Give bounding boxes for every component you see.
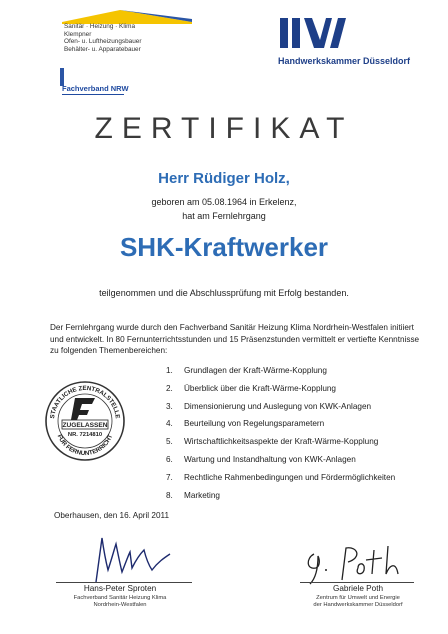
signatory-name: Gabriele Poth <box>332 584 384 593</box>
signature-sproten-icon <box>90 532 180 584</box>
topic-text: Wartung und Instandhaltung von KWK-Anlagen <box>184 454 356 464</box>
topic-number: 2. <box>166 383 173 393</box>
topic-number: 5. <box>166 437 173 447</box>
list-item <box>166 365 426 383</box>
logo-verband-name: Fachverband NRW <box>62 84 129 93</box>
topic-number: 7. <box>166 472 173 482</box>
topic-number: 4. <box>166 419 173 429</box>
topic-number: 3. <box>166 401 173 411</box>
signatory-role-line: Zentrum für Umwelt und Energie <box>316 595 400 601</box>
list-item <box>166 454 426 472</box>
stamp-number: NR. 7214810 <box>67 432 103 438</box>
birth-line: geboren am 05.08.1964 in Erkelenz, <box>151 197 297 207</box>
course-intro-line: hat am Fernlehrgang <box>182 211 266 221</box>
logo-line: Sanitär · Heizung · Klima <box>64 23 136 30</box>
topic-number: 1. <box>166 366 173 375</box>
hwk-name: Handwerkskammer Düsseldorf <box>278 56 411 66</box>
list-item <box>166 436 426 454</box>
place-date: Oberhausen, den 16. April 2011 <box>54 511 170 520</box>
signatory-role <box>40 595 200 609</box>
signatory-role-line: der Handwerkskammer Düsseldorf <box>313 602 403 608</box>
signatory-role <box>288 595 428 609</box>
topic-text: Wirtschaftlichkeitsaspekte der Kraft-Wärme-Kopplung <box>184 437 379 447</box>
signature-line <box>300 582 414 583</box>
recipient-name: Herr Rüdiger Holz, <box>158 170 290 187</box>
list-item <box>166 490 426 508</box>
signatory-role-line: Nordrhein-Westfalen <box>93 602 147 608</box>
hwk-logo <box>268 16 428 76</box>
list-item <box>166 472 426 490</box>
list-item <box>166 401 426 419</box>
topic-text: Überblick über die Kraft-Wärme-Kopplung <box>184 383 336 393</box>
stamp-bottom-text: FÜR FERNUNTERRICHT <box>55 433 115 458</box>
certificate-title: ZERTIFIKAT <box>94 112 354 145</box>
course-name: SHK-Kraftwerker <box>119 232 329 262</box>
topic-text: Marketing <box>184 490 220 500</box>
list-item <box>166 418 426 436</box>
topic-text: Dimensionierung und Auslegung von KWK-Anlagen <box>184 401 372 411</box>
topic-text: Beurteilung von Regelungsparametern <box>184 419 325 429</box>
logo-line: Ofen- u. Luftheizungsbauer <box>64 38 142 46</box>
logo-line: Klempner <box>64 30 92 38</box>
logo-underline <box>62 94 124 95</box>
signatory-name: Hans-Peter Sproten <box>83 584 157 593</box>
course-description: Der Fernlehrgang wurde durch den Fachverband Sanitär Heizung Klima Nordrhein-Westfalen initiiert und entwickelt. In 80 Fernunterrichtsstunden und 15 Präsenzstunden vermittelt er vertiefte Kenntnisse zu folgenden Themenbereichen: <box>50 323 420 356</box>
topic-text: Grundlagen der Kraft-Wärme-Kopplung <box>184 366 327 375</box>
stamp-label: ZUGELASSEN <box>62 422 108 429</box>
topic-number: 8. <box>166 490 173 500</box>
logo-line: Behälter- u. Apparatebauer <box>64 45 141 53</box>
topic-number: 6. <box>166 454 173 464</box>
passed-line: teilgenommen und die Abschlussprüfung mit Erfolg bestanden. <box>99 288 349 298</box>
stamp-top-text: STAATLICHE ZENTRALSTELLE <box>49 384 121 420</box>
fachverband-logo <box>60 8 210 92</box>
signature-line <box>56 582 192 583</box>
topic-list <box>166 365 426 507</box>
hwk-emblem-icon <box>278 16 348 52</box>
accreditation-stamp-icon <box>44 380 126 462</box>
topic-text: Rechtliche Rahmenbedingungen und Fördermöglichkeiten <box>184 472 396 482</box>
logo-trade-list <box>64 23 141 53</box>
signatory-role-line: Fachverband Sanitär Heizung Klima <box>73 595 167 601</box>
list-item <box>166 383 426 401</box>
signature-poth-icon <box>302 540 412 586</box>
